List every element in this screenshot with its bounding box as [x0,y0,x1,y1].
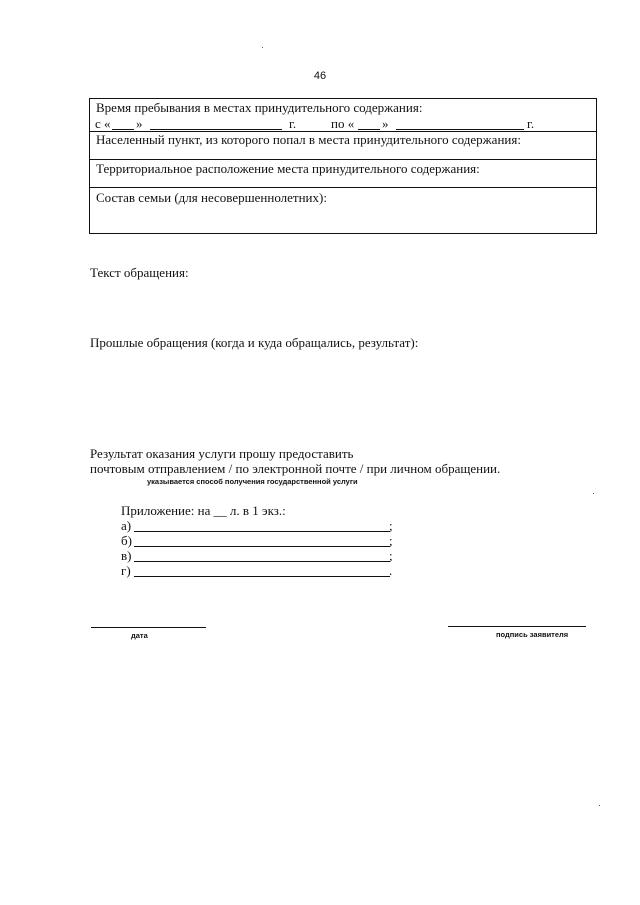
from-day-blank[interactable] [112,129,134,130]
attachment-item-blank[interactable] [134,576,390,577]
page-number: 46 [313,70,327,82]
attachment-item-end: ; [389,548,393,563]
family-label: Состав семьи (для несовершеннолетних): [96,190,327,205]
table-divider [90,159,596,160]
table-divider [90,187,596,188]
attachment-item-label: в) [121,548,132,563]
past-appeals-label: Прошлые обращения (когда и куда обращались, результат): [90,335,419,350]
attachment-item [121,518,401,533]
result-line-1: Результат оказания услуги прошу предоставить [90,446,354,461]
attachment-item-end: ; [389,518,393,533]
attachment-item-label: г) [121,563,131,578]
to-prefix: по « [331,116,355,131]
result-line-2: почтовым отправлением / по электронной почте / при личном обращении. [90,461,501,476]
date-caption: дата [131,631,148,640]
scan-speck [599,805,600,806]
attachment-item [121,533,401,548]
location-label: Территориальное расположение места принудительного содержания: [96,161,480,176]
scan-speck [262,47,263,48]
attachment-item-end: ; [389,533,393,548]
attachment-item [121,548,401,563]
from-quote-close: » [136,116,143,131]
signature-line[interactable] [448,626,586,627]
from-month-blank[interactable] [150,129,282,130]
stay-dates-row [90,116,596,130]
attachment-item [121,563,401,578]
to-month-blank[interactable] [396,129,524,130]
attachment-item-blank[interactable] [134,546,390,547]
attachment-heading: Приложение: на __ л. в 1 экз.: [121,503,286,518]
info-table [89,98,597,234]
to-year-suffix: г. [527,116,535,131]
scan-speck [593,493,594,494]
to-quote-close: » [382,116,389,131]
attachment-item-label: б) [121,533,132,548]
appeal-text-label: Текст обращения: [90,265,189,280]
to-day-blank[interactable] [358,129,380,130]
attachment-item-end: . [389,563,393,578]
result-method-note: указывается способ получения государственной услуги [147,477,358,486]
date-line[interactable] [91,627,206,628]
attachment-item-label: а) [121,518,132,533]
signature-caption: подпись заявителя [496,630,569,639]
from-year-suffix: г. [289,116,297,131]
attachment-item-blank[interactable] [134,561,390,562]
attachment-item-blank[interactable] [134,531,390,532]
settlement-label: Населенный пункт, из которого попал в места принудительного содержания: [96,132,521,147]
stay-period-label: Время пребывания в местах принудительного содержания: [96,100,423,115]
from-prefix: с « [95,116,111,131]
